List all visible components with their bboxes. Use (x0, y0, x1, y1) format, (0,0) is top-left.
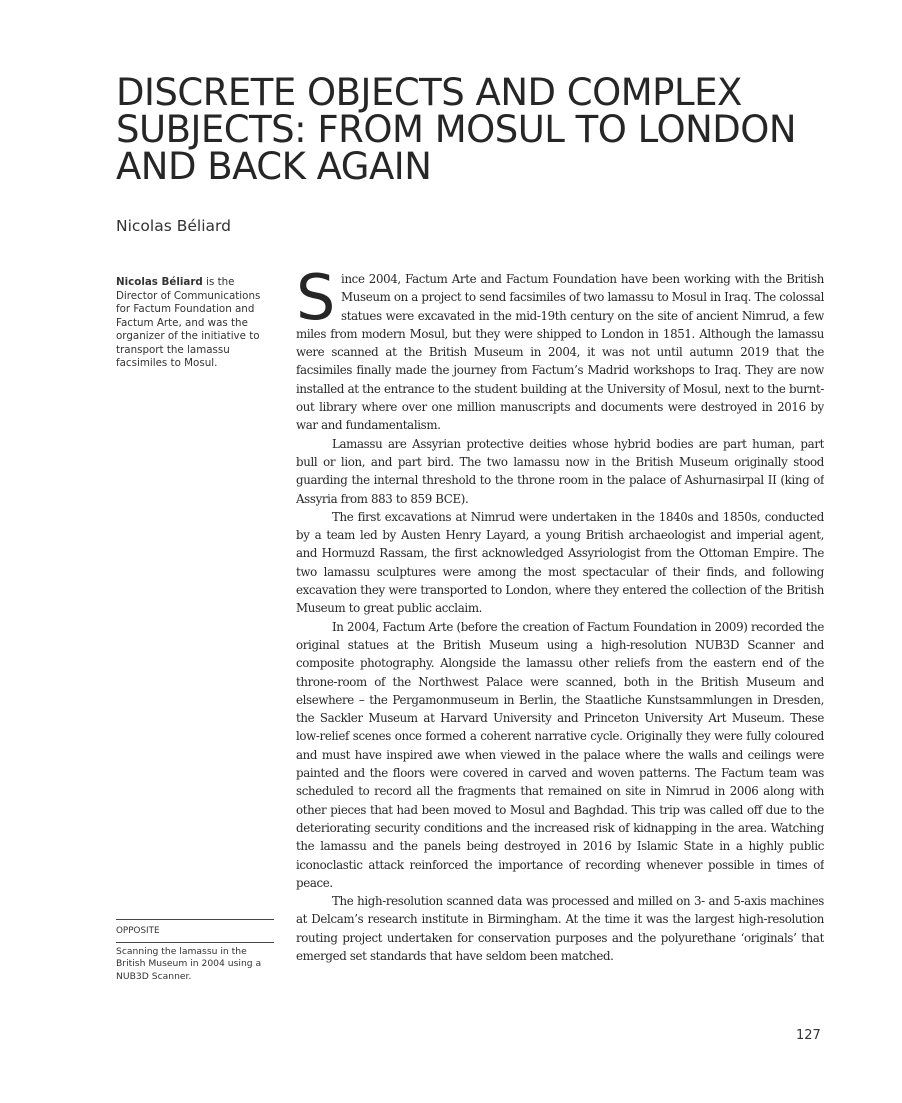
caption-divider (116, 942, 274, 943)
figure-caption: Scanning the lamassu in the British Museum in 2004 using a NUB3D Scanner. (116, 946, 262, 982)
body-paragraph (296, 270, 824, 435)
page-number: 127 (796, 1028, 821, 1043)
article-body (296, 270, 824, 990)
author-name: Nicolas Béliard (116, 217, 231, 235)
opposite-divider (116, 919, 274, 920)
bio-text: is the Director of Communications for Factum Foundation and Factum Arte, and was the organizer of the initiative to transport the lamassu facsimiles to Mosul. (116, 276, 261, 369)
author-bio (116, 276, 276, 371)
article-title: DISCRETE OBJECTS AND COMPLEX SUBJECTS: FROM MOSUL TO LONDON AND BACK AGAIN (116, 71, 797, 188)
body-paragraph: In 2004, Factum Arte (before the creation of Factum Foundation in 2009) recorded the original statues at the British Museum using a high-resolution NUB3D Scanner and composite photography. Alongside the lamassu other reliefs from the eastern end of the throne-room of the Northwest Palace were scanned, both in the British Museum and elsewhere – the Pergamonmuseum in Berlin, the Staatliche Kunstsammlungen in Dresden, the Sackler Museum at Harvard University and Princeton University Art Museum. These low-relief scenes once formed a coherent narrative cycle. Originally they were fully coloured and must have inspired awe when viewed in the palace where the walls and ceilings were painted and the floors were covered in carved and woven patterns. The Factum team was scheduled to record all the fragments that remained on site in Nimrud in 2006 along with other pieces that had been moved to Mosul and Baghdad. This trip was called off due to the deteriorating security conditions and the increased risk of kidnapping in the area. Watching the lamassu and the panels being destroyed in 2016 by Islamic State in a highly public iconoclastic attack reinforced the importance of recording whenever possible in times of peace. (296, 619, 824, 890)
drop-cap: S (296, 270, 336, 334)
body-paragraph: The first excavations at Nimrud were undertaken in the 1840s and 1850s, conducted by a team led by Austen Henry Layard, a young British archaeologist and imperial agent, and Hormuzd Rassam, the first acknowledged Assyriologist from the Ottoman Empire. The two lamassu sculptures were among the most spectacular of their finds, and following excavation they were transported to London, where they entered the collection of the British Museum to great public acclaim. (296, 509, 824, 616)
paragraph-text: ince 2004, Factum Arte and Factum Foundation have been working with the British Museum on a project to send facsimiles of two lamassu to Mosul in Iraq. The colossal statues were excavated in the mid-19th century on the site of ancient Nimrud, a few miles from modern Mosul, but they were shipped to London in 1851. Although the lamassu were scanned at the British Museum in 2004, it was not until autumn 2019 that the facsimiles finally made the journey from Factum’s Madrid workshops to Iraq. They are now installed at the entrance to the student building at the University of Mosul, next to the burnt-out library where over one million manuscripts and documents were destroyed in 2016 by war and fundamentalism. (296, 272, 824, 433)
opposite-label: OPPOSITE (116, 926, 160, 936)
body-paragraph: The high-resolution scanned data was processed and milled on 3- and 5-axis machines at Delcam’s research institute in Birmingham. At the time it was the largest high-resolution routing project undertaken for conservation purposes and the polyurethane ‘originals’ that emerged set standards that have seldom been matched. (296, 894, 824, 963)
body-paragraph: Lamassu are Assyrian protective deities whose hybrid bodies are part human, part bull or lion, and part bird. The two lamassu now in the British Museum originally stood guarding the internal threshold to the throne room in the palace of Ashurnasirpal II (king of Assyria from 883 to 859 BCE). (296, 436, 824, 506)
bio-author-name: Nicolas Béliard (116, 276, 203, 288)
